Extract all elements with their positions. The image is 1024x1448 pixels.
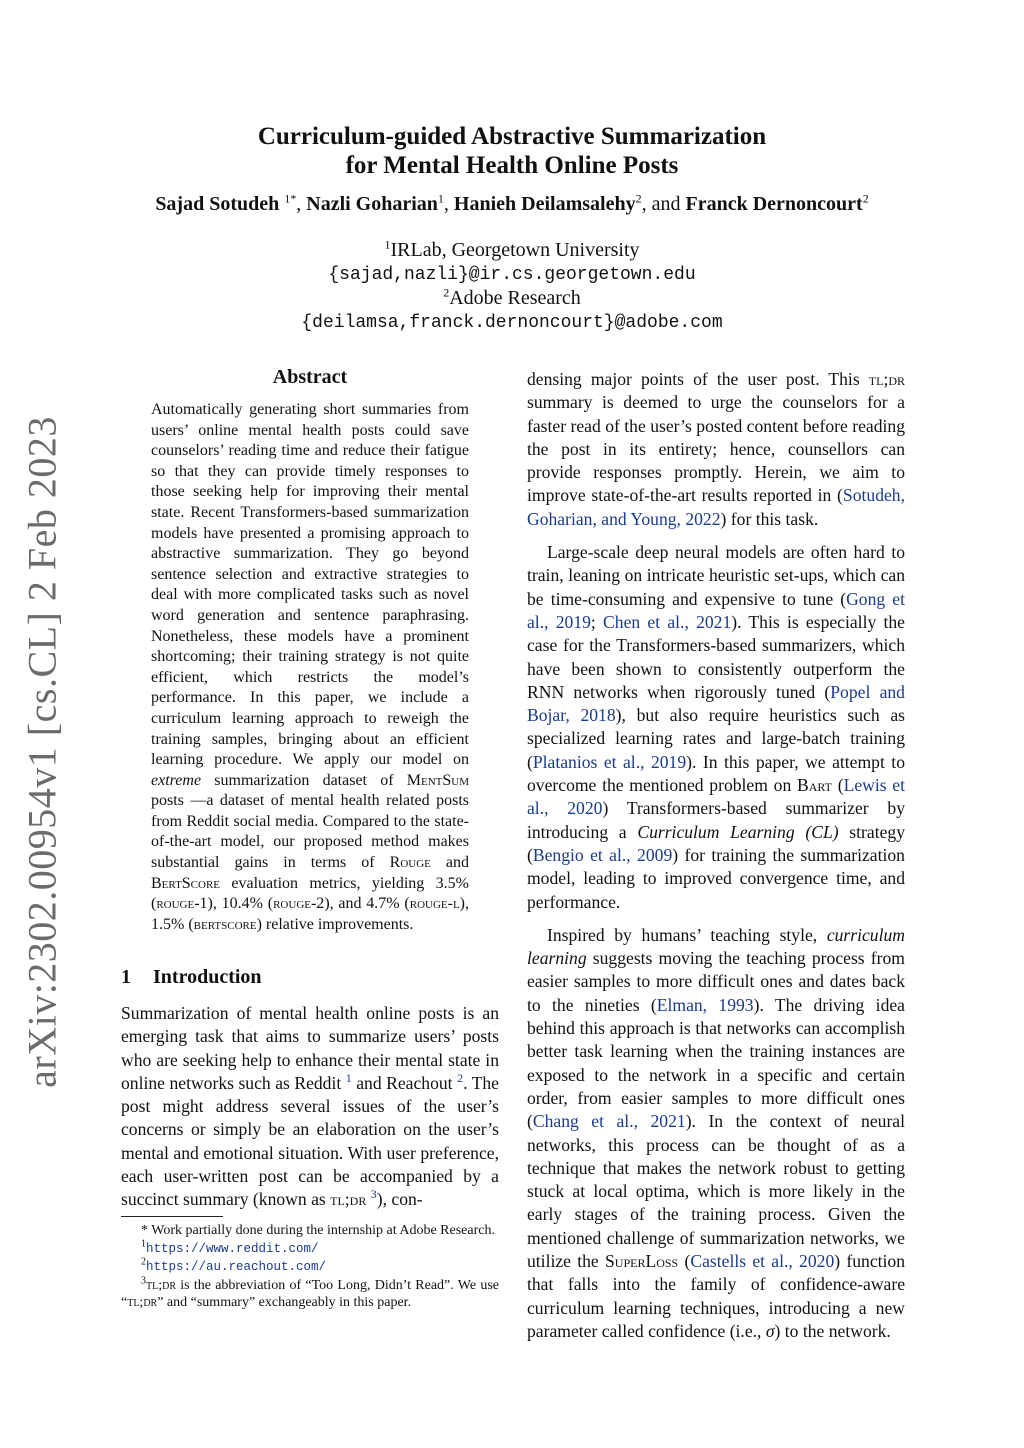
- abstract-rouge-1: rouge-1: [156, 895, 208, 913]
- affiliation-1-name: IRLab, Georgetown University: [390, 239, 640, 261]
- right-paragraph-2: [527, 541, 905, 914]
- section-title: Introduction: [153, 966, 262, 988]
- r3-superloss: SuperLoss: [605, 1250, 679, 1271]
- r1-text-a: densing major points of the user post. This: [527, 369, 869, 389]
- arxiv-stamp: [12, 0, 72, 1448]
- r2-sep: ;: [590, 611, 604, 632]
- r2-text-a: Large-scale deep neural models are often hard to train, leaning on intricate heuristic set-ups, which can be time-consuming and expensive to tune (: [527, 542, 905, 609]
- author-1-mark: 1*: [284, 191, 297, 206]
- r1-text-b: summary is deemed to urge the counselors for a faster read of the user’s posted content before reading the post in its entirety; hence, counsellors can provide responses promptly. Herein, we aim to improve state-of-the-art results reported in (: [527, 392, 905, 506]
- citation-bengio[interactable]: Bengio et al., 2009: [532, 844, 673, 865]
- footnote-3-mark: 3: [141, 1275, 146, 1287]
- intro-text-1: Summarization of mental health online posts is an emerging task that aims to summarize users’ posts who are seeking help to enhance their mental state in online networks such as Reddit: [121, 1003, 499, 1093]
- footnote-3: [121, 1277, 499, 1312]
- abstract-bertscore-lc: bertscore: [193, 915, 257, 933]
- author-2-mark: 1: [437, 191, 444, 206]
- abstract-text-6: ), and 4.7% (: [324, 895, 410, 913]
- citation-chang[interactable]: Chang et al., 2021: [532, 1111, 686, 1132]
- citation-platanios[interactable]: Platanios et al., 2019: [532, 751, 687, 772]
- abstract-rouge: Rouge: [389, 854, 431, 872]
- introduction-body: [121, 1002, 499, 1212]
- r2-text-c: ), but also require heuristics such as specialized learning rates and large-batch training (: [527, 705, 905, 772]
- r2-text-h: ) for training the summarization model, leading to improved convergence time, and performance.: [527, 844, 905, 912]
- paper-title: [0, 122, 1024, 180]
- right-paragraph-1: [527, 368, 905, 531]
- footnote-1: [121, 1237, 499, 1259]
- author-4: Franck Dernoncourt: [685, 193, 863, 215]
- footnote-2-mark: 2: [141, 1256, 146, 1268]
- citation-chen[interactable]: Chen et al., 2021: [603, 611, 732, 632]
- abstract-text-2: summarization dataset of: [201, 771, 407, 789]
- footnote-3-tldr-2: tl;dr: [127, 1295, 158, 1311]
- r3-text-e: (: [678, 1250, 691, 1271]
- footnote-ref-1[interactable]: 1: [345, 1071, 352, 1086]
- r3-text-a: Inspired by humans’ teaching style,: [547, 924, 827, 945]
- abstract-mentsum: MentSum: [406, 771, 469, 789]
- abstract-extreme: extreme: [151, 771, 202, 789]
- citation-sotudeh[interactable]: Sotudeh, Goharian, and Young, 2022: [527, 485, 905, 529]
- r3-text-b: suggests moving the teaching process from easier samples to more difficult ones and dates back to the nineties (: [527, 948, 905, 1015]
- abstract-text-7: ), 1.5% (: [151, 895, 469, 933]
- r3-text-f: ) function that falls into the family of confidence-aware curriculum learning techniques, introducing a new parameter called confidence (i.e.,: [527, 1250, 906, 1341]
- r2-text-g: strategy (: [527, 821, 905, 865]
- footnote-2: [121, 1258, 499, 1277]
- intro-text-4: ), con-: [376, 1189, 423, 1210]
- citation-lewis[interactable]: Lewis et al., 2020: [527, 775, 905, 819]
- r3-curriculum: curriculum learning: [527, 924, 905, 969]
- author-2: Nazli Goharian: [306, 193, 438, 215]
- abstract-text-8: ) relative improvements.: [256, 915, 414, 933]
- footnote-1-link[interactable]: https://www.reddit.com/: [146, 1241, 319, 1256]
- title-line-2: for Mental Health Online Posts: [345, 152, 679, 179]
- right-paragraph-3: [527, 924, 905, 1343]
- footnote-1-mark: 1: [141, 1237, 146, 1249]
- footnote-0-mark: *: [141, 1223, 148, 1238]
- footnote-3-text-b: ” and “summary” exchangeably in this paper.: [157, 1295, 412, 1311]
- affiliation-2-name: Adobe Research: [449, 287, 581, 309]
- affiliation-2-mark: 2: [443, 285, 450, 300]
- citation-gong[interactable]: Gong et al., 2019: [527, 588, 905, 632]
- abstract-bertscore: BertScore: [151, 874, 221, 892]
- r2-text-e: (: [831, 775, 844, 796]
- affiliation-1: [0, 238, 1024, 262]
- author-1: Sajad Sotudeh: [155, 193, 280, 215]
- section-heading-introduction: [121, 966, 262, 989]
- footnote-2-link[interactable]: https://au.reachout.com/: [146, 1260, 327, 1275]
- affiliation-2: [0, 286, 1024, 310]
- author-and: , and: [641, 193, 686, 215]
- footnote-ref-2[interactable]: 2: [457, 1071, 464, 1086]
- abstract-rouge-l: rouge-l: [409, 895, 460, 913]
- author-3-mark: 2: [635, 191, 642, 206]
- abstract-body: [151, 400, 469, 935]
- abstract-and: and: [430, 854, 469, 872]
- email-1: {sajad,nazli}@ir.cs.georgetown.edu: [328, 265, 696, 285]
- r1-tldr: tl;dr: [868, 369, 905, 389]
- footnote-0-text: Work partially done during the internship at Adobe Research.: [148, 1223, 495, 1238]
- footnotes: [121, 1222, 499, 1312]
- abstract-heading: Abstract: [272, 366, 348, 388]
- intro-tldr: tl;dr: [330, 1189, 367, 1210]
- arxiv-id: arXiv:2302.00954v1 [cs.CL] 2 Feb 2023: [19, 416, 65, 1088]
- title-line-1: Curriculum-guided Abstractive Summarization: [257, 123, 767, 150]
- right-column: [527, 368, 905, 1353]
- footnote-ref-3[interactable]: 3: [370, 1187, 377, 1202]
- r2-text-b: ). This is especially the case for the Transformers-based summarizers, which have been shown to consistently outperform the RNN networks when rigorously tuned (: [527, 611, 905, 702]
- footnote-3-text-a: is the abbreviation of “Too Long, Didn’t Read”. We use “: [121, 1277, 499, 1311]
- citation-popel[interactable]: Popel and Bojar, 2018: [527, 681, 905, 726]
- footnote-3-tldr: tl;dr: [146, 1277, 176, 1293]
- affiliation-1-mark: 1: [384, 237, 391, 252]
- abstract-text-1: Automatically generating short summaries from users’ online mental health posts could save counselors’ reading time and reduce their fatigue so that they can provide timely responses to those seeking help for improving their mental state. Recent Transformers-based summarization models have presented a promising approach to abstractive summarization. They go beyond sentence selection and extractive strategies to deal with more complicated tasks such as novel word generation and sentence paraphrasing. Nonetheless, these models have a prominent shortcoming; their training strategy is not quite efficient, which restricts the model’s performance. In this paper, we include a curriculum learning approach to reweigh the training samples, bringing about an efficient learning procedure. We apply our model on: [151, 401, 469, 769]
- author-3: Hanieh Deilamsalehy: [453, 193, 636, 215]
- footnote-0: [121, 1222, 499, 1240]
- r2-curriculum: Curriculum Learning (CL): [637, 821, 839, 842]
- r1-text-c: ) for this task.: [720, 508, 819, 529]
- author-list: Sajad Sotudeh $^{1*}$, Nazli Goharian$^1$, Hanieh Deilamsalehy$^2$, and Franck Dernoncourt$^2$: [155, 191, 869, 215]
- abstract-text-4: evaluation metrics, yielding 3.5% (: [151, 874, 469, 913]
- r2-text-f: ) Transformers-based summarizer by introducing a: [527, 798, 905, 842]
- abstract-rouge-2: rouge-2: [273, 895, 325, 913]
- intro-text-3: . The post might address several issues of the user’s concerns or simply be an elaboration on the user’s mental and emotional situation. With user preference, each user-written post can be accompanied by a succinct summary (known as: [121, 1072, 499, 1210]
- r3-sigma: σ: [765, 1320, 775, 1341]
- r2-text-d: ). In this paper, we attempt to overcome the mentioned problem on: [527, 751, 905, 796]
- citation-castells[interactable]: Castells et al., 2020: [690, 1250, 835, 1271]
- r3-text-c: ). The driving idea behind this approach is that networks can accomplish better task learning when the training instances are exposed to the network in a specific and certain order, from easier samples to more difficult ones (: [527, 994, 905, 1132]
- r3-text-d: ). In the context of neural networks, this process can be thought of as a technique that makes the network robust to getting stuck at local optima, which is more likely in the early stages of the training process. Given the mentioned challenge of summarization networks, we utilize the: [527, 1111, 905, 1271]
- intro-text-2: and Reachout: [351, 1072, 458, 1093]
- author-4-mark: 2: [862, 191, 869, 206]
- citation-elman[interactable]: Elman, 1993: [656, 994, 754, 1015]
- abstract-text-3: posts —a dataset of mental health related posts from Reddit social media. Compared to the state-of-the-art model, our proposed method makes substantial gains in terms of: [151, 792, 469, 872]
- email-2: {deilamsa,franck.dernoncourt}@adobe.com: [301, 313, 723, 333]
- r3-text-g: ) to the network.: [774, 1320, 891, 1341]
- footnote-rule: [121, 1216, 223, 1217]
- abstract-text-5: ), 10.4% (: [207, 895, 274, 913]
- section-number: 1: [121, 966, 131, 988]
- r2-bart: Bart: [796, 775, 832, 796]
